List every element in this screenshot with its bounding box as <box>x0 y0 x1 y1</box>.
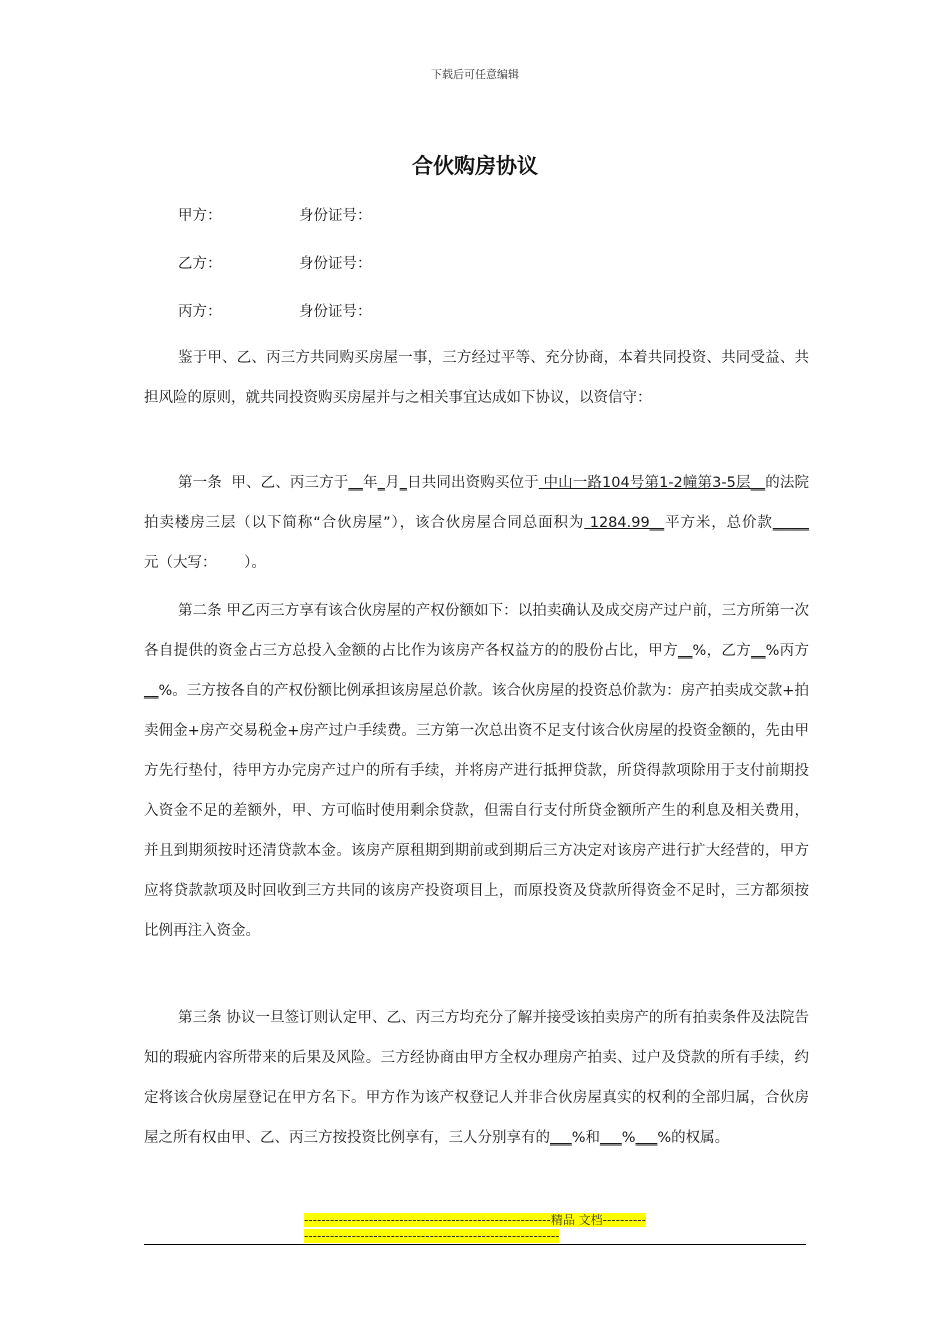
article-2-paragraph <box>144 591 809 951</box>
article-3-text-c: % <box>621 1130 636 1146</box>
party-yi-row <box>178 252 372 273</box>
preamble-paragraph: 鉴于甲、乙、丙三方共同购买房屋一事，三方经过平等、充分协商，本着共同投资、共同受益、共担风险的原则，就共同投资购买房屋并与之相关事宜达成如下协议，以资信守： <box>144 350 809 406</box>
article-1-blank-day: _ <box>399 475 407 491</box>
article-2-share-yi: __ <box>751 643 766 659</box>
article-1-text-c: 月 <box>384 475 400 491</box>
party-jia-row <box>178 204 372 225</box>
article-3-share-1: ___ <box>550 1130 572 1146</box>
article-2-text-c: %丙方 <box>765 643 810 659</box>
party-bing-label: 丙方： <box>178 304 222 320</box>
article-2-text-d: %。三方按各自的产权份额比例承担该房屋总价款。该合伙房屋的投资总价款为：房产拍卖成交款+拍卖佣金+房产交易税金+房产过户手续费。三方第一次总出资不足支付该合伙房屋的投资金额的，先由甲方先行垫付，待甲方办完房产过户的所有手续，并将房产进行抵押贷款，所贷得款项除用于支付前期投入资金不足的差额外，甲、方可临时使用剩余贷款，但需自行支付所贷金额所产生的利息及相关费用，并且到期须按时还清贷款本金。该房产原租期到期前或到期后三方决定对该房产进行扩大经营的，甲方应将贷款款项及时回收到三方共同的该房产投资项目上，而原投资及贷款所得资金不足时，三方都须按比例再注入资金。 <box>144 683 809 939</box>
article-3-share-3: ___ <box>635 1130 658 1146</box>
party-bing-row <box>178 300 372 321</box>
article-1-text-e: 的法院拍卖楼房三层（以下简称“合伙房屋”），该合伙房屋合同总面积为 <box>144 475 810 531</box>
article-3-share-2: ___ <box>600 1130 622 1146</box>
article-1-address: 中山一路104号第1-2幢第3-5层__ <box>538 475 766 491</box>
party-yi-label: 乙方： <box>178 256 222 272</box>
article-2-text-b: %，乙方 <box>692 643 752 659</box>
article-3-text-d: %的权属。 <box>657 1130 730 1146</box>
article-1-blank-month: _ <box>377 475 385 491</box>
party-jia-label: 甲方： <box>178 208 222 224</box>
party-bing-id-label: 身份证号： <box>299 304 372 320</box>
article-1-blank-year: __ <box>348 475 363 491</box>
footer-divider <box>144 1244 806 1245</box>
article-1-blank-price: _____ <box>772 515 809 531</box>
article-2-share-bing: __ <box>144 683 159 699</box>
article-1-area: 1284.99__ <box>584 515 665 531</box>
party-jia-id-label: 身份证号： <box>299 208 372 224</box>
article-1-paragraph <box>144 463 809 583</box>
article-1-text-b: 年 <box>362 475 378 491</box>
article-1-text-a: 第一条 甲、乙、丙三方于 <box>178 475 349 491</box>
footer-watermark <box>304 1212 648 1244</box>
article-1-text-d: 日共同出资购买位于 <box>406 475 539 491</box>
article-3-text-b: %和 <box>571 1130 601 1146</box>
party-yi-id-label: 身份证号： <box>299 256 372 272</box>
article-1-text-g: 元（大写： ）。 <box>144 555 266 571</box>
article-1-text-f: 平方米，总价款 <box>664 515 773 531</box>
document-title: 合伙购房协议 <box>412 154 538 178</box>
article-3-paragraph <box>144 998 809 1158</box>
footer-watermark-text: ---------------------------------------------------------精品 文档--------------------------------------------------------------------- <box>304 1213 646 1243</box>
page-header-note: 下载后可任意编辑 <box>431 68 519 81</box>
article-2-share-jia: __ <box>677 643 693 659</box>
article-2-text-a: 第二条 甲乙丙三方享有该合伙房屋的产权份额如下：以拍卖确认及成交房产过户前，三方所第一次各自提供的资金占三方总投入金额的占比作为该房产各权益方的的股份占比，甲方 <box>144 603 809 659</box>
article-3-text-a: 第三条 协议一旦签订则认定甲、乙、丙三方均充分了解并接受该拍卖房产的所有拍卖条件及法院告知的瑕疵内容所带来的后果及风险。三方经协商由甲方全权办理房产拍卖、过户及贷款的所有手续，约定将该合伙房屋登记在甲方名下。甲方作为该产权登记人并非合伙房屋真实的权利的全部归属，合伙房屋之所有权由甲、乙、丙三方按投资比例享有，三人分别享有的 <box>144 1010 809 1146</box>
